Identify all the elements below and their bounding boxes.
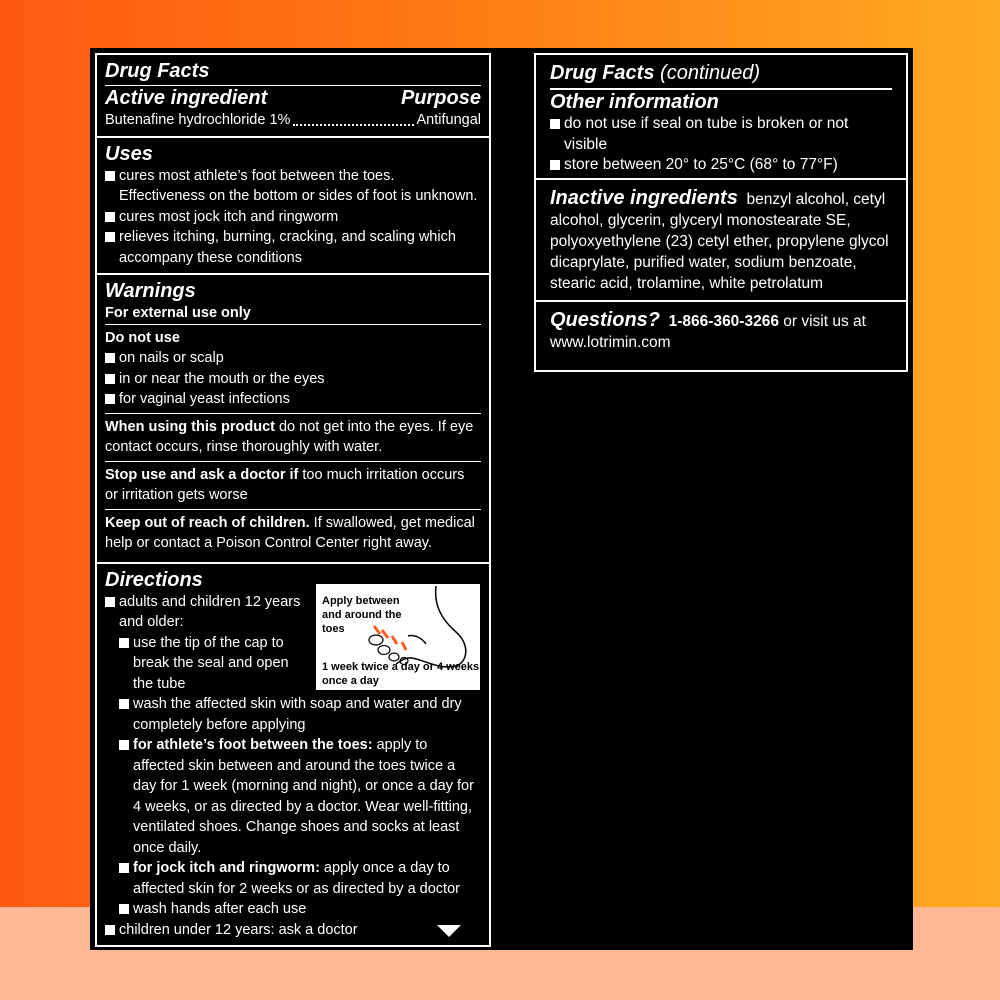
keep-out-block xyxy=(105,509,481,557)
athletes-foot-label: for athlete’s foot between the toes: xyxy=(133,737,373,753)
directions-heading: Directions xyxy=(105,568,203,591)
jock-itch-text: apply once a day to affected skin for 2 weeks or as directed by a doctor xyxy=(133,860,460,897)
stop-use-block xyxy=(105,461,481,509)
foot-illustration xyxy=(316,584,480,690)
direction-subitem xyxy=(119,735,481,858)
do-not-use-block xyxy=(105,324,481,413)
uses-item: cures most athlete’s foot between the toes. Effectiveness on the bottom or sides of foot is unknown. xyxy=(105,166,481,207)
warnings-heading: Warnings xyxy=(105,280,196,302)
active-ingredient-row xyxy=(105,110,481,131)
stop-use-text: too much irritation occurs or irritation gets worse xyxy=(105,466,465,503)
foot-label-bottom: 1 week twice a day or 4 weeks once a day xyxy=(322,661,480,687)
direction-item: adults and children 12 years and older: xyxy=(105,592,309,633)
stop-use-label: Stop use and ask a doctor if xyxy=(105,466,299,483)
other-information-item: do not use if seal on tube is broken or not visible xyxy=(550,114,892,155)
phone-number[interactable]: 1-866-360-3266 xyxy=(668,312,779,330)
inactive-ingredients-heading: Inactive ingredients xyxy=(550,186,738,209)
active-ingredient-value: Butenafine hydrochloride 1% xyxy=(105,112,291,128)
when-using-label: When using this product xyxy=(105,418,275,435)
continued-title xyxy=(550,61,892,85)
questions-text: or visit us at xyxy=(778,312,866,330)
foot-label-top: Apply between and around the toes xyxy=(322,595,402,635)
jock-itch-label: for jock itch and ringworm: xyxy=(133,860,320,876)
athletes-foot-text: apply to affected skin between and around the toes twice a day for 1 week (morning and night), or once a day for 4 weeks, or as directed by a doctor. Wear well-fitting, ventilated shoes. Change shoes and socks at least once daily. xyxy=(133,737,474,856)
continued-title-text: Drug Facts xyxy=(550,62,655,84)
leader-dots xyxy=(293,124,413,126)
uses-item: relieves itching, burning, cracking, and scaling which accompany these conditions xyxy=(105,227,481,268)
other-information-heading: Other information xyxy=(550,91,719,113)
direction-subitem: wash hands after each use xyxy=(119,899,481,920)
website-link[interactable]: www.lotrimin.com xyxy=(550,333,671,351)
keep-out-text: If swallowed, get medical help or contact a Poison Control Center right away. xyxy=(105,514,475,551)
inactive-ingredients-text: benzyl alcohol, cetyl alcohol, glycerin, glyceryl monostearate SE, polyoxyethylene (23) cetyl ether, propylene glycol dicaprylate, purified water, sodium benzoate, stearic acid, trolamine, white petrolatum xyxy=(550,190,889,292)
title-section xyxy=(97,55,489,136)
direction-subitem: use the tip of the cap to break the seal and open the tube xyxy=(119,633,305,695)
continued-suffix: (continued) xyxy=(660,62,761,84)
keep-out-label: Keep out of reach of children. xyxy=(105,514,310,531)
uses-section xyxy=(97,136,489,274)
drug-facts-left-column xyxy=(95,53,491,947)
questions-section xyxy=(536,300,906,359)
questions-heading: Questions? xyxy=(550,308,661,331)
purpose-heading: Purpose xyxy=(400,87,481,109)
do-not-use-item: on nails or scalp xyxy=(105,348,481,369)
do-not-use-item: for vaginal yeast infections xyxy=(105,389,481,410)
inactive-ingredients-section xyxy=(536,178,906,300)
warnings-section xyxy=(97,273,489,562)
active-heading-row xyxy=(105,86,481,110)
external-use-text: For external use only xyxy=(105,305,251,321)
drug-facts-right-column xyxy=(534,53,908,372)
direction-subitem xyxy=(119,858,481,899)
do-not-use-heading: Do not use xyxy=(105,329,180,346)
do-not-use-item: in or near the mouth or the eyes xyxy=(105,369,481,390)
active-ingredient-heading: Active ingredient xyxy=(105,87,268,109)
direction-item: children under 12 years: ask a doctor xyxy=(105,920,481,941)
uses-heading: Uses xyxy=(105,142,153,165)
other-information-item: store between 20° to 25°C (68° to 77°F) xyxy=(550,155,892,176)
uses-item: cures most jock itch and ringworm xyxy=(105,207,481,228)
continued-title-section xyxy=(536,55,906,178)
scroll-down-arrow-icon[interactable] xyxy=(437,925,461,937)
purpose-value: Antifungal xyxy=(416,112,481,128)
when-using-block xyxy=(105,413,481,461)
drug-facts-title: Drug Facts xyxy=(105,60,210,82)
direction-subitem: wash the affected skin with soap and water and dry completely before applying xyxy=(119,694,481,735)
when-using-text: do not get into the eyes. If eye contact occurs, rinse thoroughly with water. xyxy=(105,418,474,455)
